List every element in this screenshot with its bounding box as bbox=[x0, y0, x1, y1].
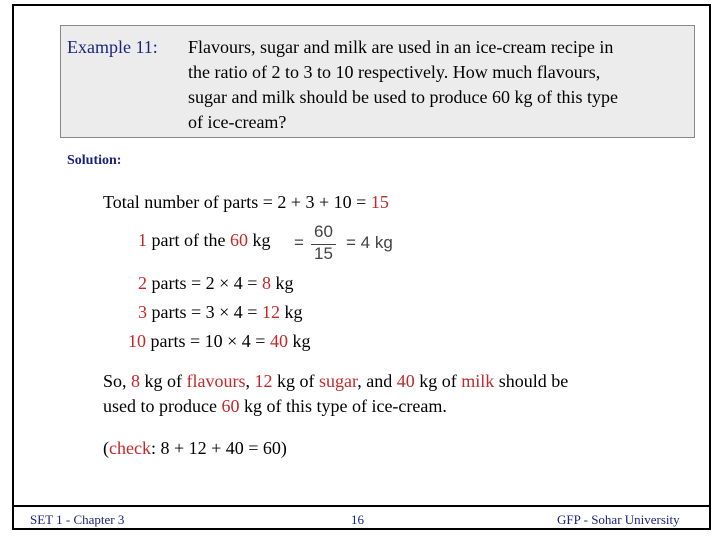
conclusion-text: So, bbox=[103, 371, 132, 391]
parts-row bbox=[138, 302, 302, 323]
parts-unit: kg bbox=[287, 331, 311, 351]
check-word: check bbox=[109, 438, 151, 458]
fraction-result: = 4 kg bbox=[346, 233, 393, 252]
example-line: of ice-cream? bbox=[188, 112, 287, 132]
parts-row bbox=[138, 273, 293, 294]
conclusion-text: should be bbox=[494, 371, 569, 391]
parts-row bbox=[128, 331, 310, 352]
conclusion-line-1 bbox=[103, 371, 568, 392]
conclusion-text: , bbox=[245, 371, 255, 391]
conclusion-value: 60 bbox=[221, 396, 240, 416]
footer-page-number: 16 bbox=[351, 512, 364, 527]
conclusion-ingredient: flavours bbox=[186, 371, 246, 391]
parts-result: 8 bbox=[261, 273, 271, 293]
check-text: : 8 + 12 + 40 = 60) bbox=[150, 438, 287, 458]
conclusion-value: 40 bbox=[396, 371, 415, 391]
example-label: Example 11: bbox=[67, 37, 158, 57]
parts-expr: parts = 2 × 4 = bbox=[147, 273, 262, 293]
conclusion-ingredient: milk bbox=[461, 371, 495, 391]
conclusion-text: , and bbox=[357, 371, 397, 391]
fraction-denominator: 15 bbox=[314, 244, 333, 263]
example-line: the ratio of 2 to 3 to 10 respectively. How much flavours, bbox=[188, 62, 601, 82]
example-line: sugar and milk should be used to produce 60 kg of this type bbox=[188, 87, 618, 107]
parts-expr: parts = 3 × 4 = bbox=[147, 302, 262, 322]
parts-unit: kg bbox=[279, 302, 303, 322]
parts-count: 10 bbox=[128, 331, 146, 351]
fraction-equation bbox=[294, 222, 404, 266]
parts-result: 40 bbox=[269, 331, 288, 351]
one-part-kg-value: 60 bbox=[229, 230, 248, 250]
parts-count: 3 bbox=[138, 302, 147, 322]
parts-expr: parts = 10 × 4 = bbox=[146, 331, 270, 351]
one-part-text: part of the bbox=[147, 230, 230, 250]
conclusion-text: used to produce bbox=[103, 396, 222, 416]
conclusion-value: 12 bbox=[254, 371, 273, 391]
parts-unit: kg bbox=[270, 273, 294, 293]
conclusion-text: kg of bbox=[414, 371, 462, 391]
footer-divider bbox=[14, 505, 709, 507]
one-part-kg-unit: kg bbox=[247, 230, 271, 250]
parts-result: 12 bbox=[261, 302, 280, 322]
total-parts-line bbox=[103, 192, 389, 213]
equals-sign: = bbox=[294, 233, 304, 252]
footer-institution: GFP - Sohar University bbox=[557, 512, 680, 527]
conclusion-ingredient: sugar bbox=[319, 371, 358, 391]
one-part-count: 1 bbox=[138, 230, 147, 250]
parts-count: 2 bbox=[138, 273, 147, 293]
conclusion-text: kg of bbox=[272, 371, 319, 391]
total-parts-text: Total number of parts = 2 + 3 + 10 = bbox=[103, 192, 371, 212]
total-parts-value: 15 bbox=[370, 192, 389, 212]
example-line: Flavours, sugar and milk are used in an ice-cream recipe in bbox=[188, 37, 614, 57]
conclusion-text: kg of this type of ice-cream. bbox=[239, 396, 447, 416]
solution-label: Solution: bbox=[67, 153, 122, 168]
conclusion-text: kg of bbox=[140, 371, 187, 391]
fraction-numerator: 60 bbox=[314, 222, 333, 241]
conclusion-value: 8 bbox=[131, 371, 141, 391]
footer-chapter: SET 1 - Chapter 3 bbox=[30, 512, 125, 527]
one-part-line bbox=[138, 230, 270, 251]
check-text: ( bbox=[103, 438, 109, 458]
conclusion-line-2 bbox=[103, 396, 447, 417]
check-line bbox=[103, 438, 287, 459]
